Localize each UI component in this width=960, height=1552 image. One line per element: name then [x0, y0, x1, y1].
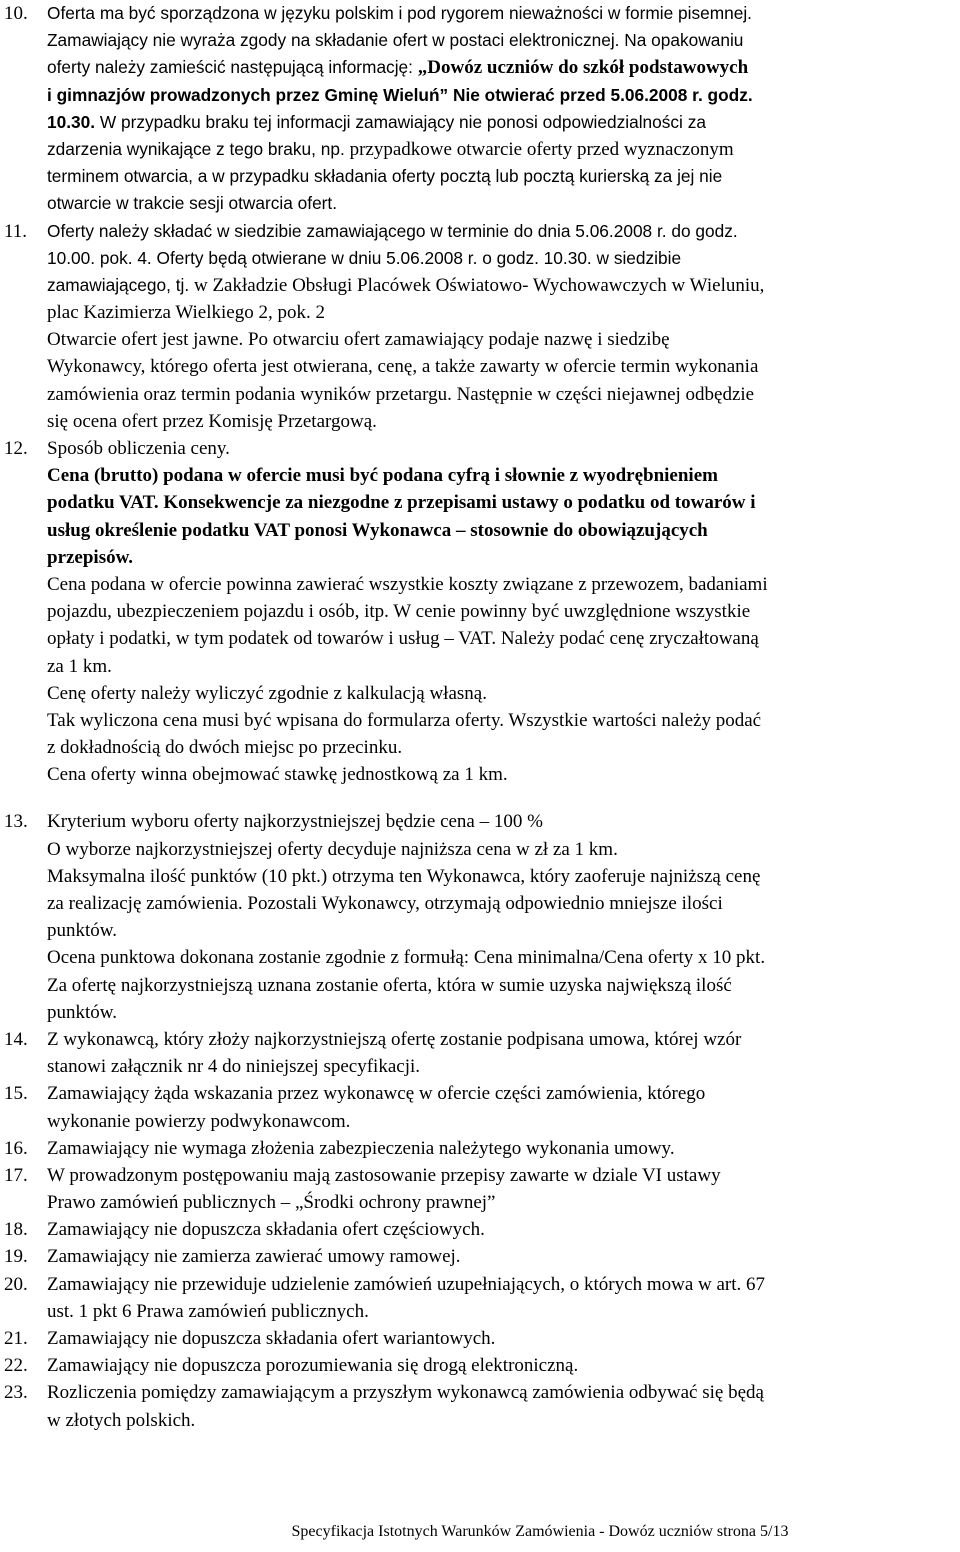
text-line	[47, 1243, 956, 1270]
item-content	[47, 1271, 960, 1325]
item-content	[47, 0, 960, 218]
text-segment: wykonanie powierzy podwykonawcom.	[47, 1110, 351, 1132]
text-line	[47, 1271, 956, 1298]
text-line	[47, 1053, 956, 1080]
text-segment: Maksymalna ilość punktów (10 pkt.) otrzyma ten Wykonawca, który zaoferuje najniższą cenę	[47, 865, 761, 887]
item-number: 18.	[4, 1219, 28, 1241]
text-segment: się ocena ofert przez Komisję Przetargową.	[47, 410, 377, 432]
item-number: 21.	[4, 1328, 28, 1349]
item-content	[47, 1026, 960, 1080]
numbered-item	[0, 1271, 960, 1325]
item-content	[47, 218, 960, 436]
text-segment: Prawo zamówień publicznych – „Środki ochrony prawnej”	[47, 1192, 496, 1214]
text-segment: za realizację zamówienia. Pozostali Wykonawcy, otrzymają odpowiednio mniejsze ilości	[47, 893, 723, 914]
item-number: 23.	[4, 1382, 28, 1404]
text-segment: w Zakładzie Obsługi Placówek Oświatowo- Wychowawczych w Wieluniu,	[193, 274, 765, 296]
text-line	[47, 272, 956, 299]
text-segment: oferty należy zamieścić następującą informację:	[47, 57, 418, 78]
numbered-item	[0, 218, 960, 436]
text-line	[47, 245, 956, 272]
text-segment: Zamawiający nie zamierza zawierać umowy ramowej.	[47, 1246, 461, 1268]
text-line	[47, 1325, 956, 1352]
text-segment: terminem otwarcia, a w przypadku składania oferty pocztą lub pocztą kurierską za jej nie	[47, 166, 723, 187]
item-content	[47, 1135, 960, 1162]
text-segment: 10.00. pok. 4. Oferty będą otwierane w dniu 5.06.2008 r. o godz. 10.30. w siedzibie	[47, 247, 682, 268]
paragraph-spacer	[0, 788, 960, 808]
text-line	[47, 0, 956, 27]
text-segment: O wyborze najkorzystniejszej oferty decyduje najniższa cena w zł za 1 km.	[47, 838, 618, 860]
text-line	[47, 136, 956, 163]
item-number: 11.	[4, 220, 28, 242]
numbered-item	[0, 808, 960, 1026]
text-line	[47, 1298, 956, 1325]
text-line	[47, 163, 956, 190]
text-segment: W przypadku braku tej informacji zamawiający nie ponosi odpowiedzialności za	[95, 111, 706, 132]
text-segment: Cena (brutto) podana w ofercie musi być podana cyfrą i słownie z wyodrębnieniem	[47, 465, 718, 487]
text-segment: Cena oferty winna obejmować stawkę jednostkową za 1 km.	[47, 764, 508, 786]
text-segment: W prowadzonym postępowaniu mają zastosowanie przepisy zawarte w dziale VI ustawy	[47, 1164, 721, 1186]
text-segment: przepisów.	[47, 546, 134, 568]
text-segment: zamówienia oraz termin podania wyników przetargu. Następnie w części niejawnej odbędzie	[47, 383, 755, 405]
text-segment: Oferta ma być sporządzona w języku polskim i pod rygorem nieważności w formie pisemnej.	[47, 3, 752, 23]
text-line	[47, 1189, 956, 1216]
text-segment: punktów.	[47, 1001, 118, 1023]
text-segment: w złotych polskich.	[47, 1409, 196, 1431]
text-line	[47, 218, 956, 245]
text-segment: Ocena punktowa dokonana zostanie zgodnie z formułą: Cena minimalna/Cena oferty x 10 pkt.	[47, 947, 766, 969]
text-line	[47, 944, 956, 971]
text-segment: Cena podana w ofercie powinna zawierać wszystkie koszty związane z przewozem, badaniami	[47, 573, 768, 595]
text-line	[47, 408, 956, 435]
numbered-item	[0, 1026, 960, 1080]
text-segment: Sposób obliczenia ceny.	[47, 438, 230, 459]
text-line	[47, 489, 956, 516]
text-segment: stanowi załącznik nr 4 do niniejszej specyfikacji.	[47, 1056, 421, 1078]
item-number: 10.	[4, 3, 28, 24]
text-segment: Zamawiający nie wymaga złożenia zabezpieczenia należytego wykonania umowy.	[47, 1137, 675, 1159]
text-segment: Cenę oferty należy wyliczyć zgodnie z kalkulacją własną.	[47, 682, 487, 704]
text-line	[47, 435, 956, 462]
text-segment: Zamawiający nie dopuszcza porozumiewania się drogą elektroniczną.	[47, 1355, 579, 1377]
text-line	[47, 625, 956, 652]
item-content	[47, 1162, 960, 1216]
numbered-item	[0, 1162, 960, 1216]
text-segment: Tak wyliczona cena musi być wpisana do formularza oferty. Wszystkie wartości należy podać	[47, 709, 762, 731]
numbered-item	[0, 1352, 960, 1379]
item-number: 20.	[4, 1273, 28, 1295]
text-line	[47, 326, 956, 353]
text-segment: zdarzenia wynikające z tego braku, np.	[47, 138, 350, 159]
item-content	[47, 1216, 960, 1243]
text-line	[47, 598, 956, 625]
text-line	[47, 863, 956, 890]
text-line	[47, 1108, 956, 1135]
text-line	[47, 1352, 956, 1379]
text-segment: Zamawiający żąda wskazania przez wykonawcę w ofercie części zamówienia, którego	[47, 1083, 706, 1105]
text-segment: Oferty należy składać w siedzibie zamawiającego w terminie do dnia 5.06.2008 r. do godz.	[47, 220, 738, 241]
text-line	[47, 972, 956, 999]
text-line	[47, 82, 956, 109]
text-line	[47, 734, 956, 761]
text-line	[47, 190, 956, 217]
text-segment: 10.30.	[47, 111, 96, 132]
numbered-item	[0, 1216, 960, 1243]
text-segment: Zamawiający nie dopuszcza składania ofert częściowych.	[47, 1219, 485, 1241]
text-line	[47, 808, 956, 835]
text-segment: plac Kazimierza Wielkiego 2, pok. 2	[47, 302, 325, 324]
item-content	[47, 435, 960, 788]
text-segment: Zamawiający nie przewiduje udzielenie zamówień uzupełniających, o których mowa w art. 67	[47, 1273, 766, 1295]
item-number: 19.	[4, 1246, 28, 1268]
text-segment: punktów.	[47, 920, 118, 942]
text-segment: z dokładnością do dwóch miejsc po przecinku.	[47, 737, 403, 759]
text-line	[47, 890, 956, 917]
text-segment: otwarcie w trakcie sesji otwarcia ofert.	[47, 193, 338, 214]
item-number: 13.	[4, 811, 28, 833]
item-number: 15.	[4, 1083, 28, 1105]
text-segment: za 1 km.	[47, 655, 112, 677]
text-line	[47, 299, 956, 326]
item-number: 22.	[4, 1355, 28, 1377]
text-line	[47, 999, 956, 1026]
text-segment: pojazdu, ubezpieczeniem pojazdu i osób, itp. W cenie powinny być uwzględnione wszystkie	[47, 601, 751, 623]
numbered-item	[0, 1135, 960, 1162]
text-line	[47, 1216, 956, 1243]
text-segment: Zamawiający nie wyraża zgody na składanie ofert w postaci elektronicznej. Na opakowaniu	[47, 30, 744, 51]
item-number: 12.	[4, 438, 28, 459]
numbered-item	[0, 435, 960, 788]
text-line	[47, 54, 956, 81]
text-line	[47, 1379, 956, 1406]
numbered-item	[0, 1243, 960, 1270]
item-content	[47, 808, 960, 1026]
text-segment: i gimnazjów prowadzonych przez Gminę Wieluń” Nie otwierać przed 5.06.2008 r. godz.	[47, 84, 753, 105]
text-line	[47, 1162, 956, 1189]
text-line	[47, 707, 956, 734]
text-segment: Kryterium wyboru oferty najkorzystniejszej będzie cena – 100 %	[47, 811, 543, 833]
text-line	[47, 917, 956, 944]
text-line	[47, 27, 956, 54]
numbered-item	[0, 1080, 960, 1134]
text-line	[47, 544, 956, 571]
text-line	[47, 1407, 956, 1434]
item-content	[47, 1379, 960, 1433]
text-line	[47, 1135, 956, 1162]
numbered-item	[0, 1379, 960, 1433]
item-number: 17.	[4, 1164, 28, 1186]
text-line	[47, 653, 956, 680]
text-line	[47, 517, 956, 544]
text-line	[47, 462, 956, 489]
text-line	[47, 571, 956, 598]
text-segment: zamawiającego, tj.	[47, 274, 194, 295]
text-line	[47, 836, 956, 863]
text-line	[47, 761, 956, 788]
text-segment: „Dowóz uczniów do szkół podstawowych	[417, 57, 749, 79]
text-segment: usług określenie podatku VAT ponosi Wykonawca – stosownie do obowiązujących	[47, 519, 708, 541]
text-segment: przypadkowe otwarcie oferty przed wyznaczonym	[349, 138, 734, 160]
numbered-item	[0, 0, 960, 218]
text-line	[47, 680, 956, 707]
text-segment: opłaty i podatki, w tym podatek od towarów i usług – VAT. Należy podać cenę zryczałtowaną	[47, 628, 759, 650]
text-line	[47, 109, 956, 136]
text-line	[47, 381, 956, 408]
numbered-item	[0, 1325, 960, 1352]
text-segment: Z wykonawcą, który złoży najkorzystniejszą ofertę zostanie podpisana umowa, której wzór	[47, 1028, 742, 1050]
text-segment: Otwarcie ofert jest jawne. Po otwarciu ofert zamawiający podaje nazwę i siedzibę	[47, 329, 670, 351]
item-content	[47, 1243, 960, 1270]
item-content	[47, 1352, 960, 1379]
text-segment: Za ofertę najkorzystniejszą uznana zostanie oferta, która w sumie uzyska największą ilość	[47, 974, 732, 996]
text-segment: Wykonawcy, którego oferta jest otwierana, cenę, a także zawarty w ofercie termin wykonania	[47, 356, 759, 378]
text-segment: ust. 1 pkt 6 Prawa zamówień publicznych.	[47, 1300, 369, 1322]
text-line	[47, 353, 956, 380]
text-line	[47, 1026, 956, 1053]
text-segment: podatku VAT. Konsekwencje za niezgodne z przepisami ustawy o podatku od towarów i	[47, 492, 756, 514]
item-number: 14.	[4, 1028, 28, 1050]
item-content	[47, 1325, 960, 1352]
item-content	[47, 1080, 960, 1134]
item-number: 16.	[4, 1137, 28, 1159]
text-segment: Rozliczenia pomiędzy zamawiającym a przyszłym wykonawcą zamówienia odbywać się będą	[47, 1382, 764, 1404]
text-segment: Zamawiający nie dopuszcza składania ofert wariantowych.	[47, 1328, 496, 1349]
page-footer: Specyfikacja Istotnych Warunków Zamówienia - Dowóz uczniów strona 5/13	[291, 1523, 789, 1540]
text-line	[47, 1080, 956, 1107]
